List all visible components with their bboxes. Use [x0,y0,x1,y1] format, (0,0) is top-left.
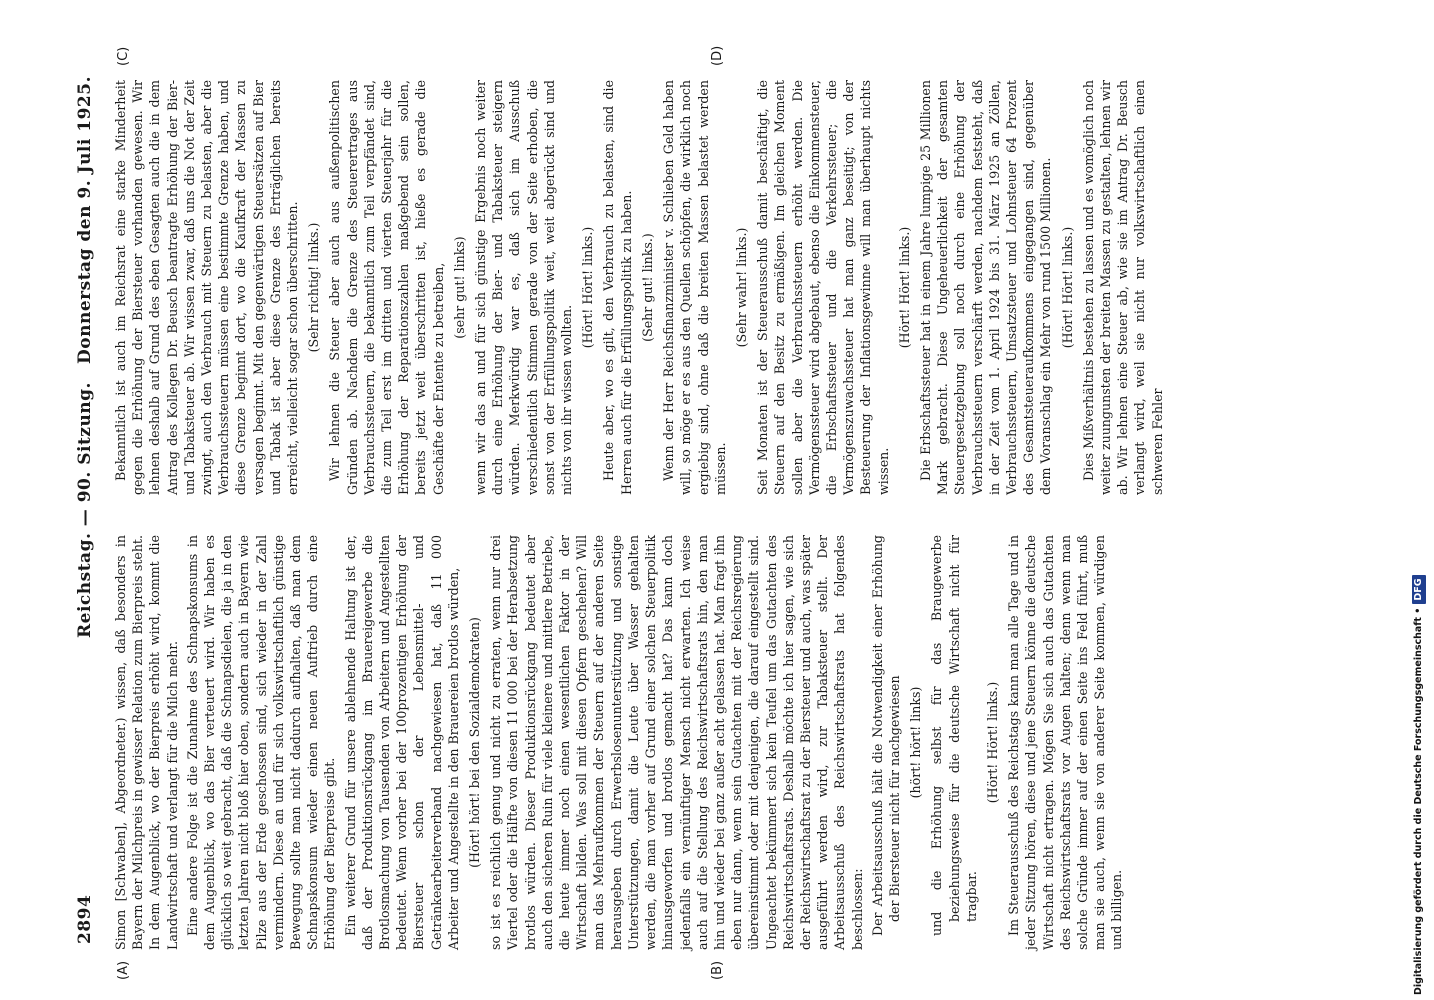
left-text-column [112,535,1129,950]
paragraph: und die Erhöhung selbst für das Braugewerbe beziehungsweise für die deutsche Wirtschaft nicht für tragbar. [929,535,979,936]
interjection: (Sehr richtig! links.) [306,222,322,353]
paragraph: Dies Mißverhältnis bestehen zu lassen und es womöglich noch weiter zuungunsten der breiten Massen zu gestalten, lehnen wir ab. Wir lehnen eine Steuer ab, wie sie im Antrag Dr. Beusch verlangt wird, weil sie nicht nur volkswirtschaftlich einen schweren Fehler [1080,80,1165,495]
interjection: (hört! hört! links) [908,686,924,799]
paragraph: Heute aber, wo es gilt, den Verbrauch zu belasten, sind die Herren auch für die Erfüllungspolitik zu haben. [601,80,634,495]
margin-mark-d: (D) [710,45,725,66]
paragraph: Die Erbschaftssteuer hat in einem Jahre lumpige 25 Millionen Mark gebracht. Diese Ungeheuerlichkeit der gesamten Steuergesetzgebung soll noch durch eine Erhöhung der Verbrauchssteuern verschärft werden, nachdem feststeht, daß in der Zeit vom 1. April 1924 bis 31. März 1925 an Zöllen, Verbrauchssteuern, Umsatzsteuer und Lohnsteuer 64 Prozent des Gesamtsteueraufkommens eingegangen sind, gegenüber dem Voranschlag ein Mehr von rund 1500 Millionen. [917,80,1054,495]
document-page [70,45,1340,980]
margin-mark-b: (B) [710,960,725,980]
paragraph: wenn wir das an und für sich günstige Ergebnis noch weiter durch eine Erhöhung der Bier- und Tabaksteuer steigern würden. Merkwürdig war es, daß sich im Ausschuß verschiedentlich Stimmen gerade von der Seite erhoben, die sonst von der Erfüllungspolitik weit, weit abgerückt sind und nichts von ihr wissen wollten. [473,80,575,495]
dfg-logo: DFG [1412,575,1426,603]
interjection: (Sehr gut! links.) [639,233,655,342]
session-date: Donnerstag den 9. Juli 1925. [75,76,95,364]
right-text-column [112,80,1169,495]
margin-mark-a: (A) [116,960,131,980]
credit-text: Digitalisierung gefördert durch die Deutsche Forschungsgemeinschaft • [1413,607,1424,995]
session-title: Reichstag. — 90. Sitzung. [75,382,95,638]
paragraph: Bekanntlich ist auch im Reichsrat eine starke Minderheit gegen die Erhöhung der Biersteuer vorhanden gewesen. Wir lehnen deshalb auf Grund des eben Gesagten auch die in dem Antrag des Kollegen Dr. Beusch beantragte Erhöhung der Bier- und Tabaksteuer ab. Wir wissen zwar, daß uns die Not der Zeit zwingt, auch den Verbrauch mit Steuern zu belasten, aber die Verbrauchssteuern müssen eine bestimmte Grenze haben, und diese Grenze beginnt dort, wo die Kaufkraft der Massen zu versagen beginnt. Mit den gegenwärtigen Steuersätzen auf Bier und Tabak ist aber diese Grenze des Erträglichen bereits erreicht, vielleicht sogar schon überschritten. [113,80,301,495]
margin-mark-c: (C) [116,46,131,66]
paragraph: Wenn der Herr Reichsfinanzminister v. Schlieben Geld haben will, so möge er es aus den Quellen schöpfen, die wirklich noch ergiebig sind, ohne daß die breiten Massen belastet werden müssen. [661,80,728,495]
paragraph: Der Arbeitsausschuß hält die Notwendigkeit einer Erhöhung der Biersteuer nicht für nachgewiesen [869,535,902,936]
interjection: (sehr gut! links) [451,236,467,339]
digitization-credit [1412,15,1426,995]
interjection: (Hört! Hört! links.) [580,226,596,349]
paragraph: Simon [Schwaben], Abgeordneter.) wissen, daß besonders in Bayern der Milchpreis in gewisser Relation zum Bierpreis steht. In dem Augenblick, wo der Bierpreis erhöht wird, kommt die Landwirtschaft und verlangt für die Milch mehr. [113,535,180,950]
paragraph: Seit Monaten ist der Steuerausschuß damit beschäftigt, die Steuern auf den Besitz zu ermäßigen. Im gleichen Moment sollen aber die Verbrauchssteuern erhöht werden. Die Vermögenssteuer wird abgebaut, ebenso die Einkommensteuer, die Erbschaftssteuer und die Verkehrssteuer; die Vermögenszuwachssteuer hat man ganz beseitigt; von der Besteuerung der Inflationsgewinne will man überhaupt nichts wissen. [755,80,891,495]
page-header [70,70,100,950]
interjection: (Hört! Hört! links.) [896,226,912,349]
interjection: (Hört! Hört! links.) [984,681,1000,804]
paragraph: Wir lehnen die Steuer aber auch aus außenpolitischen Gründen ab. Nachdem die Grenze des Steuerertrages aus Verbrauchssteuern, die bekanntlich zum Teil verpfändet sind, die zum Teil erst im dritten und vierten Steuerjahr für die Erhöhung der Reparationszahlen maßgebend sein sollen, bereits jetzt weit überschritten ist, hieße es gerade die Geschäfte der Entente zu betreiben, [327,80,446,495]
interjection: (Sehr wahr! links.) [733,227,749,348]
paragraph: so ist es reichlich genug und nicht zu erraten, wenn nur drei Viertel oder die Hälfte von diesen 11 000 bei der Herabsetzung brotlos würden. Dieser Produktionsrückgang bedeutet aber auch den sicheren Ruin für viele kleinere und mittlere Betriebe, die heute immer noch einen wesentlichen Faktor in der Wirtschaft bilden. Was soll mit diesen Opfern geschehen? Will man das Mehraufkommen der Steuern auf der anderen Seite herausgeben durch Erwerbslosenunterstützung und sonstige Unterstützungen, damit die Leute über Wasser gehalten werden, die man vorher auf Grund einer solchen Steuerpolitik hinausgeworfen und brotlos gemacht hat? Das kann doch jedenfalls ein vernünftiger Mensch nicht erwarten. Ich weise auch auf die Stellung des Reichswirtschaftsrats hin, den man hin und wieder bei ganz außer acht gelassen hat. Man fragt ihn eben nur dann, wenn sein Gutachten mit der Reichsregierung übereinstimmt oder mit denjenigen, die darauf eingestellt sind. Ungeachtet bekümmert sich kein Teufel um das Gutachten des Reichswirtschaftsrats. Deshalb möchte ich hier sagen, wie sich der Reichswirtschaftsrat zu der Biersteuer und auch, was später ausgeführt werden wird, zur Tabaksteuer stellt. Der Arbeitsausschuß des Reichswirtschaftsrats hat folgendes beschlossen: [488,535,865,950]
interjection: (Hört! Hört! links.) [1059,226,1075,349]
paragraph: Im Steuerausschuß des Reichstags kann man alle Tage und in jeder Sitzung hören, diese und jene Steuern könne die deutsche Wirtschaft nicht ertragen. Mögen Sie sich auch das Gutachten des Reichswirtschaftsrats vor Augen halten; denn wenn man solche Gründe immer auf der einen Seite ins Feld führt, muß man sie auch, wenn sie von anderer Seite kommen, würdigen und billigen. [1006,535,1125,950]
interjection: (Hört! hört! bei den Sozialdemokraten) [467,617,483,868]
page-number: 2894 [75,894,95,944]
paragraph: Eine andere Folge ist die Zunahme des Schnapskonsums in dem Augenblick, wo das Bier verteuert wird. Wir haben es glücklich so weit gebracht, daß die Schnapsdielen, die ja in den letzten Jahren nicht bloß hier oben, sondern auch in Bayern wie Pilze aus der Erde geschossen sind, sich wieder in der Zahl vermindern. Diese an und für sich volkswirtschaftlich günstige Bewegung sollte man nicht dadurch aufhalten, daß man dem Schnapskonsum wieder einen neuen Auftrieb durch eine Erhöhung der Bierpreise gibt. [184,535,338,950]
paragraph: Ein weiterer Grund für unsere ablehnende Haltung ist der, daß der Produktionsrückgang im Brauereigewerbe die Brotlosmachung von Tausenden von Arbeitern und Angestellten bedeutet. Wenn vorher bei der 100prozentigen Erhöhung der Biersteuer schon der Lebensmittel- und Getränkearbeiterverband nachgewiesen hat, daß 11 000 Arbeiter und Angestellte in den Brauereien brotlos würden, [342,535,461,950]
